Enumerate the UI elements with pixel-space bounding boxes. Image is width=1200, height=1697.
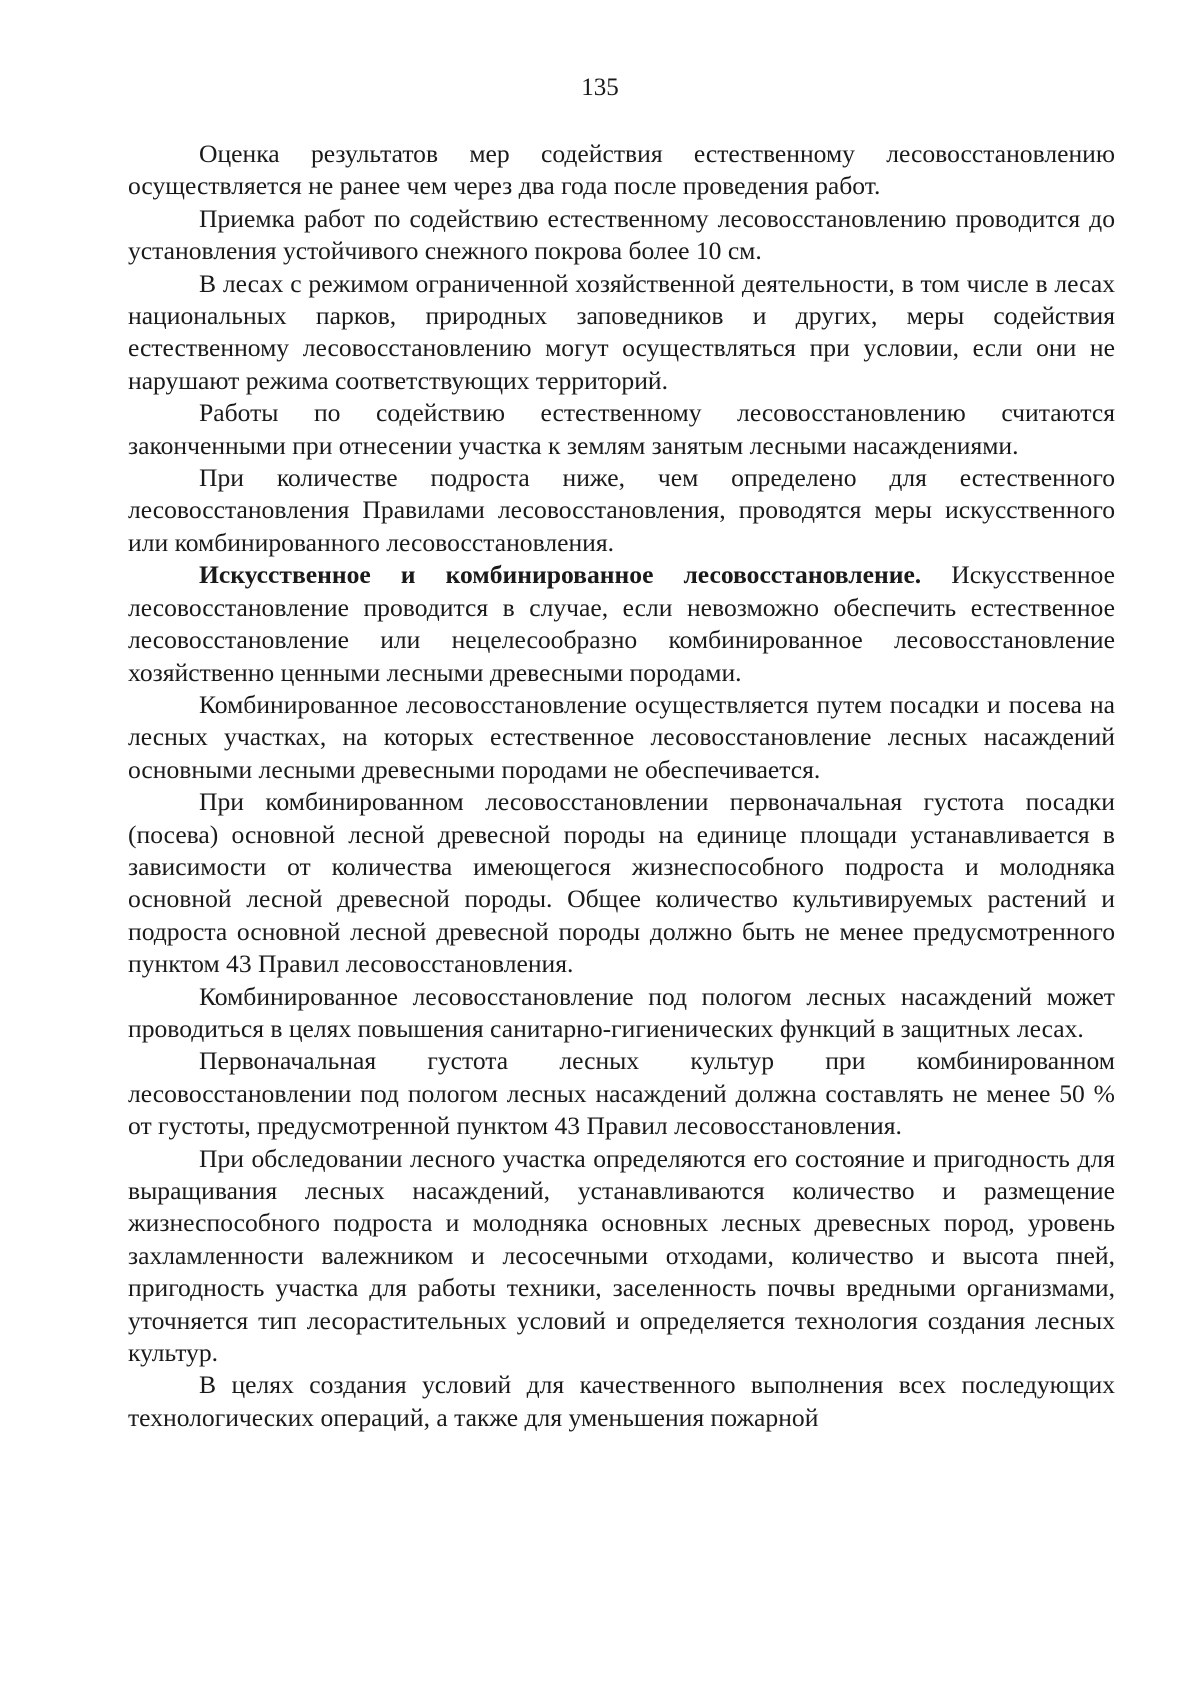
paragraph-text: При комбинированном лесовосстановлении первоначальная густота посадки (посева) основной лесной древесной породы на единице площади устанавливается в зависимости от количества имеющегося жизнеспособного подроста и молодняка основной лесной древесной породы. Общее количество культивируемых растений и подроста основной лесной древесной породы должно быть не менее предусмотренного пунктом 43 Правил лесовосстановления.	[128, 787, 1115, 979]
paragraph-5	[128, 462, 1115, 559]
paragraph-2	[128, 203, 1115, 268]
paragraph-text: При количестве подроста ниже, чем определено для естественного лесовосстановления Правилами лесовосстановления, проводятся меры искусственного или комбинированного лесовосстановления.	[128, 463, 1115, 557]
paragraph-text: Приемка работ по содействию естественному лесовосстановлению проводится до установления устойчивого снежного покрова более 10 см.	[128, 203, 1115, 266]
paragraph-1	[128, 138, 1115, 203]
paragraph-8	[128, 786, 1115, 980]
page-number: 135	[581, 74, 619, 101]
paragraph-text: Оценка результатов мер содействия естественному лесовосстановлению осуществляется не ранее чем через два года после проведения работ.	[128, 139, 1115, 201]
paragraph-text: Первоначальная густота лесных культур при комбинированном лесовосстановлении под пологом лесных насаждений должна составлять не менее 50 % от густоты, предусмотренной пунктом 43 Правил лесовосстановления.	[128, 1046, 1115, 1141]
paragraph-7	[128, 689, 1115, 786]
paragraph-text: Комбинированное лесовосстановление под пологом лесных насаждений может проводиться в целях повышения санитарно-гигиенических функций в защитных лесах.	[128, 981, 1115, 1043]
paragraph-10	[128, 1045, 1115, 1142]
paragraph-9	[128, 981, 1115, 1046]
paragraph-3	[128, 268, 1115, 398]
paragraph-text: Искусственное лесовосстановление проводится в случае, если невозможно обеспечить естественное лесовосстановление или нецелесообразно комбинированное лесовосстановление хозяйственно ценными лесными древесными породами.	[128, 560, 1115, 687]
paragraph-text: Комбинированное лесовосстановление осуществляется путем посадки и посева на лесных участках, на которых естественное лесовосстановление лесных насаждений основными лесными древесными породами не обеспечивается.	[128, 689, 1115, 784]
section-heading: Искусственное и комбинированное лесовосстановление.	[199, 560, 922, 590]
paragraph-12	[128, 1369, 1115, 1434]
paragraph-text: В целях создания условий для качественного выполнения всех последующих технологических операций, а также для уменьшения пожарной	[128, 1370, 1115, 1432]
paragraph-text: Работы по содействию естественному лесовосстановлению считаются законченными при отнесении участка к землям занятым лесными насаждениями.	[128, 398, 1115, 460]
paragraph-text: В лесах с режимом ограниченной хозяйственной деятельности, в том числе в лесах национальных парков, природных заповедников и других, меры содействия естественному лесовосстановлению могут осуществляться при условии, если они не нарушают режима соответствующих территорий.	[128, 268, 1115, 395]
body-text	[128, 138, 1115, 1434]
paragraph-text: При обследовании лесного участка определяются его состояние и пригодность для выращивания лесных насаждений, устанавливаются количество и размещение жизнеспособного подроста и молодняка основных лесных древесных пород, уровень захламленности валежником и лесосечными отходами, количество и высота пней, пригодность участка для работы техники, заселенность почвы вредными организмами, уточняется тип лесорастительных условий и определяется технология создания лесных культур.	[128, 1143, 1115, 1368]
paragraph-4	[128, 397, 1115, 462]
paragraph-11	[128, 1143, 1115, 1370]
paragraph-6	[128, 559, 1115, 689]
